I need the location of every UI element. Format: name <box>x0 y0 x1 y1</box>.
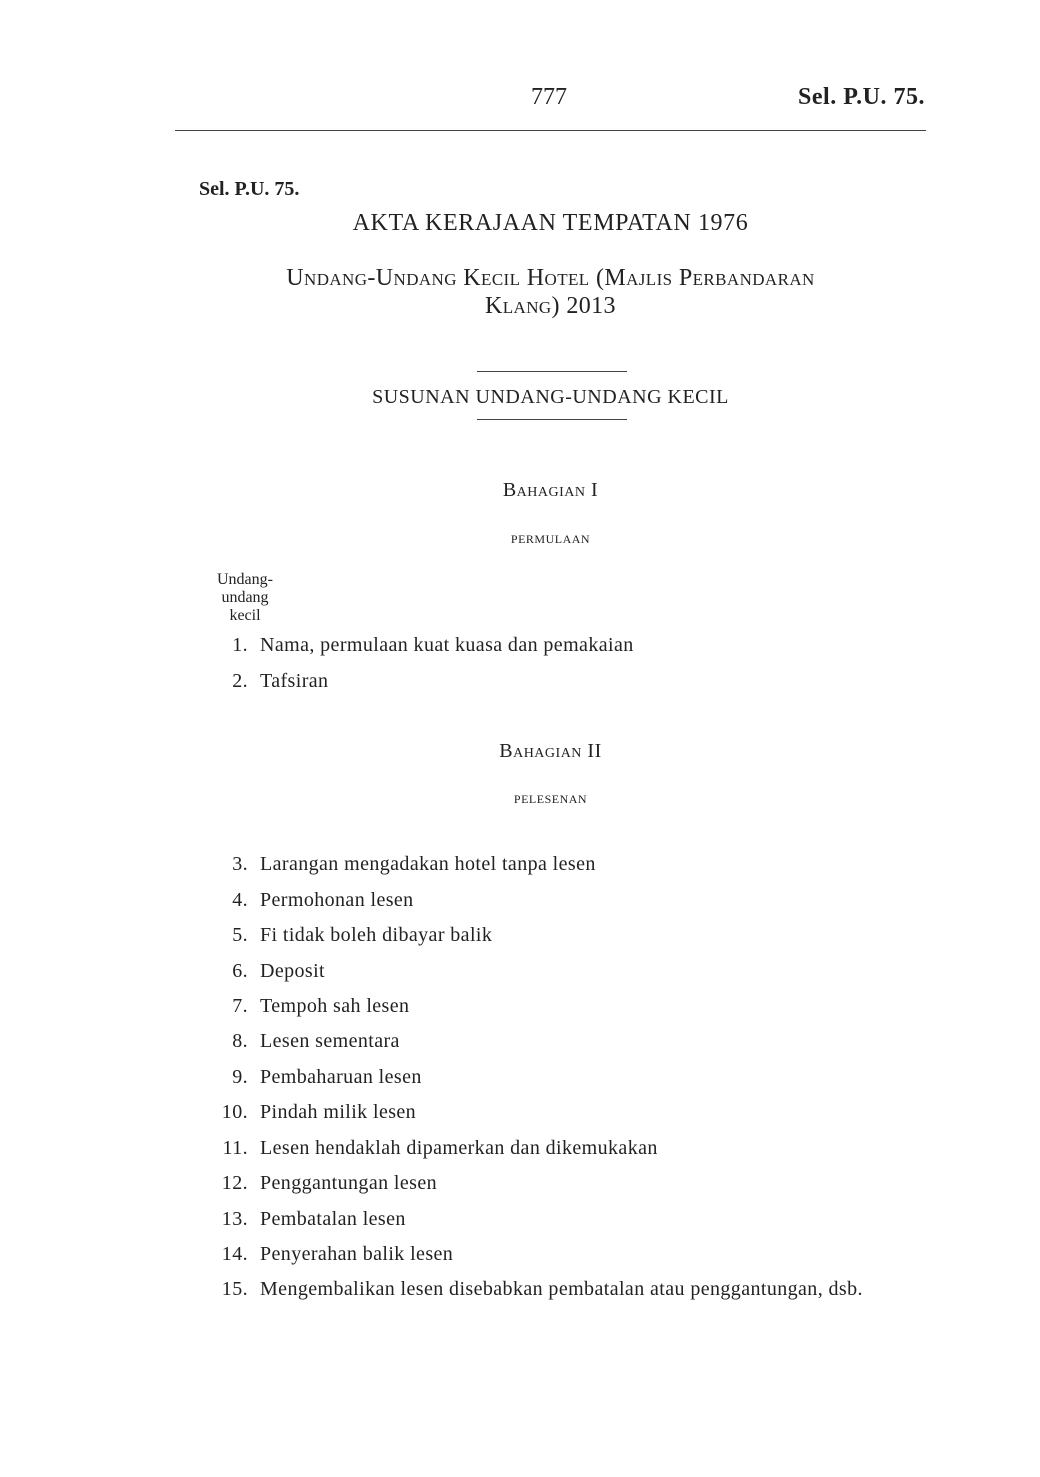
list-item <box>190 924 492 952</box>
divider-bottom <box>477 419 627 420</box>
entry-number: 8. <box>232 1030 248 1052</box>
entry-number: 11. <box>222 1137 248 1159</box>
entry-title: Permohonan lesen <box>260 889 414 911</box>
entry-title: Fi tidak boleh dibayar balik <box>260 924 493 946</box>
bylaw-title-line-2: Klang) 2013 <box>485 293 616 319</box>
arrangement-heading: SUSUNAN UNDANG-UNDANG KECIL <box>372 386 729 408</box>
entry-title: Pembatalan lesen <box>260 1208 406 1230</box>
list-item <box>190 1137 658 1165</box>
entry-title: Lesen sementara <box>260 1030 400 1052</box>
entry-number: 5. <box>232 924 248 946</box>
entry-number: 9. <box>232 1066 248 1088</box>
entry-number: 4. <box>232 889 248 911</box>
list-item <box>190 1172 437 1200</box>
part-1-title: Bahagian I <box>502 479 599 501</box>
entry-number: 10. <box>221 1101 248 1123</box>
bylaw-title <box>175 264 926 320</box>
entry-title: Deposit <box>260 960 326 982</box>
bylaw-title-line-1: Undang-Undang Kecil Hotel (Majlis Perbandaran <box>286 265 815 291</box>
list-item <box>190 1066 422 1094</box>
entry-title: Penyerahan balik lesen <box>260 1243 454 1265</box>
entry-title: Tempoh sah lesen <box>260 995 410 1017</box>
entry-number: 7. <box>232 995 248 1017</box>
entry-number: 12. <box>221 1172 248 1194</box>
page-number: 777 <box>531 84 567 110</box>
list-item <box>190 1208 406 1236</box>
entry-title: Penggantungan lesen <box>260 1172 438 1194</box>
list-item <box>190 1243 453 1271</box>
entry-number: 15. <box>221 1278 248 1300</box>
document-reference: Sel. P.U. 75. <box>199 178 300 200</box>
list-item <box>190 1101 416 1129</box>
list-item <box>190 670 328 698</box>
list-item <box>190 634 634 662</box>
entry-title: Pindah milik lesen <box>260 1101 417 1123</box>
entry-number: 2. <box>232 670 248 692</box>
margin-note-line: undang <box>221 589 269 606</box>
entry-title: Tafsiran <box>260 670 329 692</box>
entry-number: 3. <box>232 853 248 875</box>
entry-number: 14. <box>221 1243 248 1265</box>
header-reference: Sel. P.U. 75. <box>798 84 925 110</box>
part-2-subtitle: pelesenan <box>513 788 588 807</box>
entry-number: 13. <box>221 1208 248 1230</box>
act-title: AKTA KERAJAAN TEMPATAN 1976 <box>352 210 749 236</box>
list-item <box>190 995 409 1023</box>
list-item <box>190 853 596 881</box>
entry-title: Mengembalikan lesen disebabkan pembatalan atau penggantungan, dsb. <box>260 1278 863 1300</box>
divider-top <box>477 371 627 372</box>
entry-title: Larangan mengadakan hotel tanpa lesen <box>260 853 596 875</box>
list-item <box>190 960 325 988</box>
margin-note-line: kecil <box>229 607 261 624</box>
list-item <box>190 889 414 917</box>
header-rule <box>175 130 926 131</box>
entry-number: 1. <box>232 634 248 656</box>
list-item <box>190 1278 863 1306</box>
entry-number: 6. <box>232 960 248 982</box>
entry-title: Lesen hendaklah dipamerkan dan dikemukakan <box>260 1137 658 1159</box>
list-item <box>190 1030 400 1058</box>
part-1-subtitle: permulaan <box>510 528 591 547</box>
margin-note <box>205 571 285 625</box>
entry-title: Pembaharuan lesen <box>260 1066 422 1088</box>
entry-title: Nama, permulaan kuat kuasa dan pemakaian <box>260 634 634 656</box>
margin-note-line: Undang- <box>217 571 273 588</box>
part-2-title: Bahagian II <box>499 740 602 762</box>
